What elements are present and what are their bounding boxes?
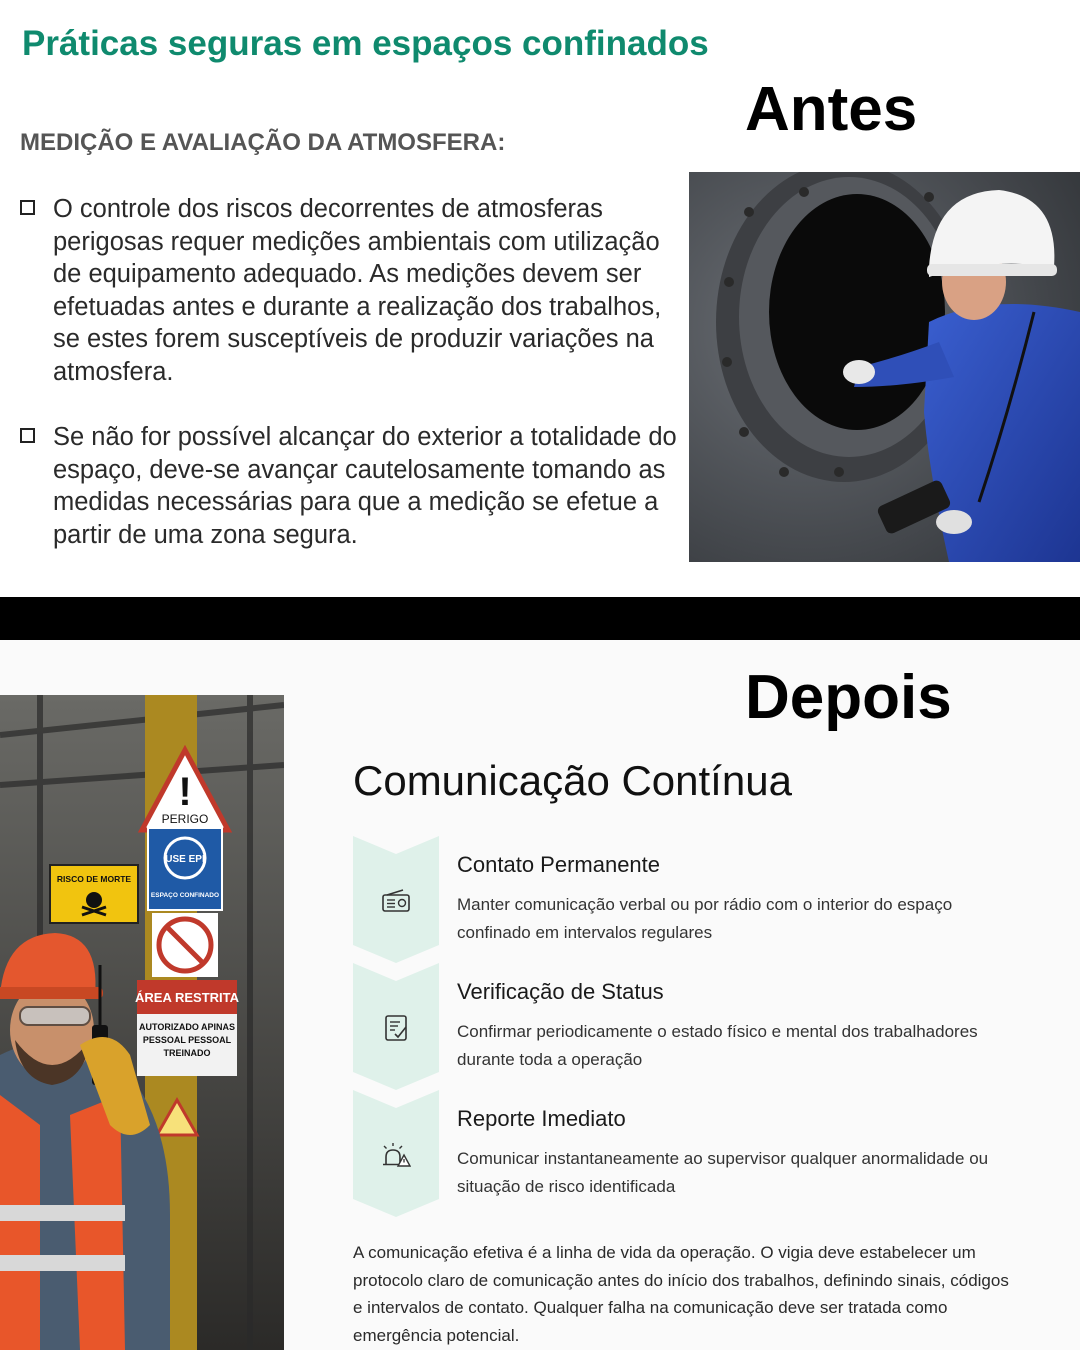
radio-icon xyxy=(381,888,411,914)
alarm-icon xyxy=(381,1142,411,1168)
sign-autorizado: AUTORIZADO APINAS PESSOAL PESSOAL TREINADO xyxy=(138,1022,235,1058)
bullet-item xyxy=(20,421,680,591)
page-title: Práticas seguras em espaços confinados xyxy=(22,24,709,63)
step-description: Manter comunicação verbal ou por rádio com o interior do espaço confinado em intervalos regulares xyxy=(457,895,953,942)
worker-manhole-photo xyxy=(689,172,1080,562)
sign-perigo: PERIGO xyxy=(161,812,209,826)
checkbox-bullet-icon xyxy=(20,200,35,215)
step-contato-permanente xyxy=(353,836,1053,963)
footer-paragraph: A comunicação efetiva é a linha de vida da operação. O vigia deve estabelecer um protocolo claro de comunicação antes do início dos trabalhos, definindo sinais, códigos e intervalos de contato. Qualquer falha na comunicação deve ser tratada como emergência potencial. xyxy=(353,1243,1009,1346)
step-description: Comunicar instantaneamente ao supervisor qualquer anormalidade ou situação de risco identificada xyxy=(457,1149,989,1196)
bullet-text: Se não for possível alcançar do exterior a totalidade do espaço, deve-se avançar cautelosamente tomando as medidas necessárias para que a medição se efetue a partir de uma zona segura. xyxy=(53,423,677,549)
step-verificacao-status xyxy=(353,963,1053,1090)
section-title: Comunicação Contínua xyxy=(353,757,792,804)
bullet-text: O controle dos riscos decorrentes de atmosferas perigosas requer medições ambientais com utilização de equipamento adequado. As medições devem ser efetuadas antes e durante a realização dos trabalhos, se estes forem susceptíveis de produzir variações na atmosfera. xyxy=(53,195,662,386)
step-reporte-imediato xyxy=(353,1090,1053,1217)
checkbox-bullet-icon xyxy=(20,428,35,443)
step-title: Reporte Imediato xyxy=(457,1106,626,1131)
step-description: Confirmar periodicamente o estado físico e mental dos trabalhadores durante toda a operação xyxy=(457,1022,978,1069)
bullet-item xyxy=(20,193,680,393)
sign-espaco-confinado: ESPAÇO CONFINADO xyxy=(150,892,220,899)
sign-area-restrita: ÁREA RESTRITA xyxy=(135,990,239,1005)
step-title: Contato Permanente xyxy=(457,852,661,877)
checklist-icon xyxy=(381,1015,411,1041)
before-label: Antes xyxy=(745,75,918,144)
sign-use-epi: USE EPI xyxy=(165,854,205,865)
step-title: Verificação de Status xyxy=(457,979,664,1004)
after-label: Depois xyxy=(745,663,952,732)
section-divider xyxy=(0,597,1080,640)
sign-risco-de-morte: RISCO DE MORTE xyxy=(56,874,132,884)
svg-text:!: ! xyxy=(178,770,192,814)
section-heading: MEDIÇÃO E AVALIAÇÃO DA ATMOSFERA: xyxy=(20,129,506,156)
worker-radio-photo xyxy=(0,695,284,1350)
